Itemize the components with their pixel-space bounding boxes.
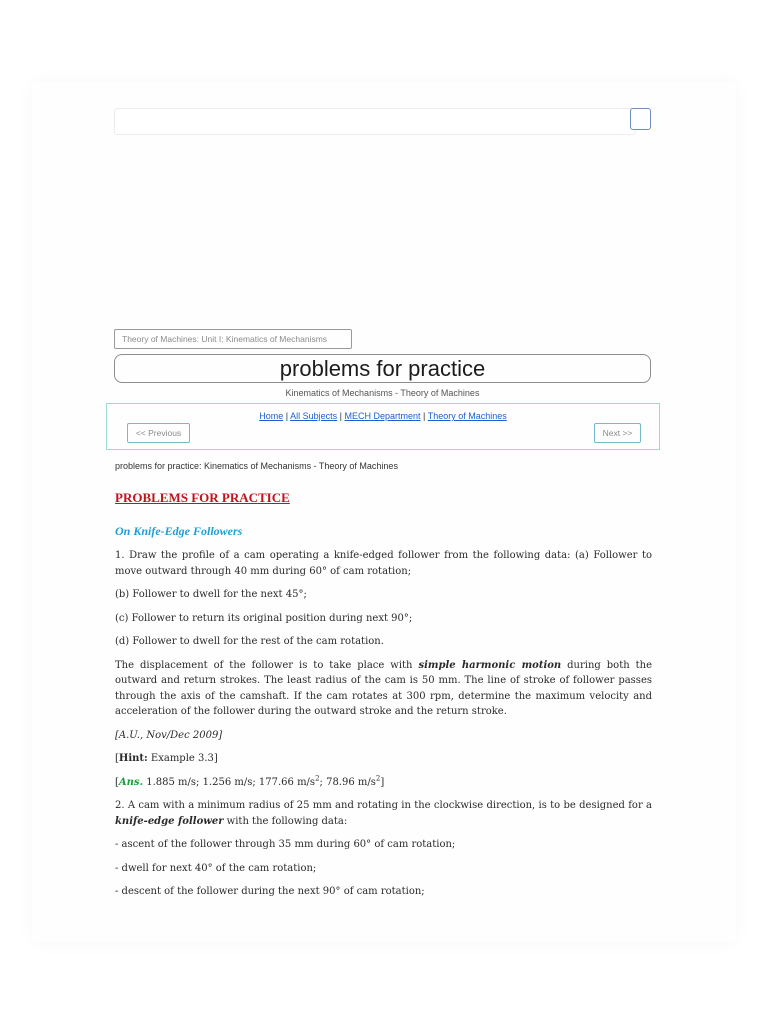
navigation-panel [106, 403, 660, 450]
problem-1-description [115, 658, 652, 720]
hint-text: Example 3.3] [147, 753, 218, 764]
nav-link-all-subjects[interactable]: All Subjects [290, 411, 338, 421]
text-run: during both the outward and return strokes. The least radius of the cam is 50 mm. The line of stroke of follower passes through the axis of the camshaft. If the cam rotates at 300 rpm, determine the maximum velocity and acceleration of the follower during the outward stroke and the return stroke. [115, 659, 652, 717]
search-input[interactable] [114, 108, 636, 135]
section-heading: PROBLEMS FOR PRACTICE [115, 490, 290, 505]
superscript: 2 [375, 774, 381, 783]
intro-text: problems for practice: Kinematics of Mechanisms - Theory of Machines [115, 461, 398, 471]
superscript: 2 [315, 774, 320, 783]
emphasis-text: simple harmonic motion [418, 659, 562, 671]
answer-text: 1.885 m/s; 1.256 m/s; 177.66 m/s [143, 776, 316, 788]
page-title: problems for practice [114, 354, 651, 383]
nav-link-theory-of-machines[interactable]: Theory of Machines [427, 411, 507, 421]
nav-separator: | [285, 411, 289, 421]
exam-reference [115, 728, 652, 744]
problem-2-step: - ascent of the follower through 35 mm during 60° of cam rotation; [115, 839, 456, 850]
nav-link-mech-department[interactable]: MECH Department [344, 411, 421, 421]
text-run: The displacement of the follower is to take place with [115, 659, 419, 671]
answer-line: [Ans. 1.885 m/s; 1.256 m/s; 177.66 $m/s^2$; 78.96 $m/s^2$] [115, 774, 385, 788]
previous-button[interactable]: << Previous [127, 423, 190, 443]
emphasis-text: knife-edge follower [115, 815, 224, 827]
problem-1-text: 1. Draw the profile of a cam operating a knife-edged follower from the following data: (a) Follower to move outward through 40 mm during 60° of cam rotation; [115, 550, 652, 577]
nav-link-home[interactable]: Home [259, 411, 284, 421]
text-run: 2. A cam with a minimum radius of 25 mm and rotating in the clockwise direction, is to be designed for a [115, 800, 652, 811]
answer-text: ; 78.96 m/s [319, 776, 376, 788]
search-button[interactable] [630, 108, 651, 130]
nav-separator: | [423, 411, 426, 421]
nav-separator: | [339, 411, 342, 421]
exam-reference-text: [A.U., Nov/Dec 2009] [115, 729, 223, 741]
hint-label: Hint: [118, 753, 148, 764]
answer-label: Ans. [118, 776, 144, 788]
problem-1-step-b: (b) Follower to dwell for the next 45°; [115, 589, 307, 600]
problem-1-step-c: (c) Follower to return its original position during next 90°; [115, 612, 413, 624]
page-subtitle: Kinematics of Mechanisms - Theory of Machines [285, 388, 480, 398]
breadcrumb[interactable]: Theory of Machines: Unit I: Kinematics of Mechanisms [114, 329, 352, 349]
problem-2-text [115, 798, 652, 829]
section-subheading: On Knife-Edge Followers [115, 523, 243, 538]
problem-2-step: - dwell for next 40° of the cam rotation; [115, 862, 317, 874]
article-content [115, 490, 652, 908]
nav-links [107, 411, 659, 421]
text-run: with the following data: [223, 815, 348, 827]
problem-1-step-d: (d) Follower to dwell for the rest of the cam rotation. [115, 636, 384, 647]
problem-2-step: - descent of the follower during the next 90° of cam rotation; [115, 886, 425, 897]
hint-line: [Hint: Example 3.3] [115, 753, 218, 764]
next-button[interactable]: Next >> [594, 423, 641, 443]
